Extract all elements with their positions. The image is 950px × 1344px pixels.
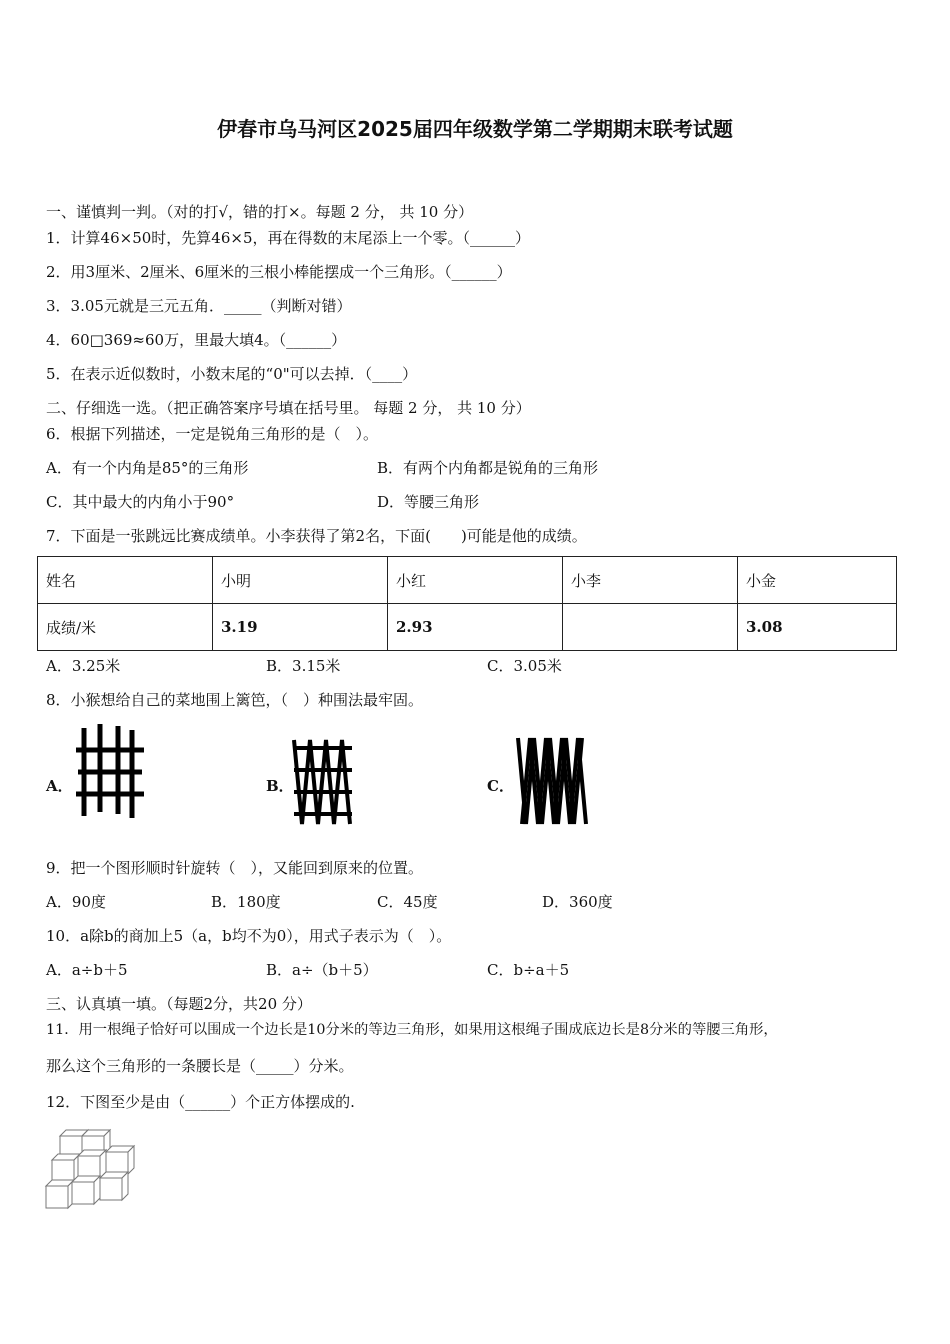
- cube-stack-image: [44, 1120, 144, 1216]
- question-9-stem: 9．把一个图形顺时针旋转（ ），又能回到原来的位置。: [46, 859, 424, 877]
- question-10-option-a: A．a÷b＋5: [46, 961, 128, 979]
- table-cell: 小金: [738, 557, 897, 604]
- table-cell: [563, 604, 738, 651]
- question-11-line2: 那么这个三角形的一条腰长是（_____）分米。: [46, 1057, 354, 1075]
- table-cell: 3.08: [738, 604, 897, 651]
- table-cell: 小明: [213, 557, 388, 604]
- table-cell: 小李: [563, 557, 738, 604]
- question-1: 1．计算46×50时，先算46×5，再在得数的末尾添上一个零。（______）: [46, 229, 530, 247]
- question-9-option-d: D．360度: [542, 893, 613, 911]
- question-7-option-c: C．3.05米: [487, 657, 562, 675]
- question-3: 3．3.05元就是三元五角．_____（判断对错）: [46, 297, 352, 315]
- table-row: [38, 604, 897, 651]
- question-10-option-c: C．b÷a＋5: [487, 961, 570, 979]
- question-7-stem: 7．下面是一张跳远比赛成绩单。小李获得了第2名，下面( )可能是他的成绩。: [46, 527, 587, 545]
- page-title: 伊春市乌马河区2025届四年级数学第二学期期末联考试题: [217, 117, 733, 141]
- question-6-option-d: D．等腰三角形: [377, 493, 480, 511]
- question-2: 2．用3厘米、2厘米、6厘米的三根小棒能摆成一个三角形。（______）: [46, 263, 512, 281]
- question-4: 4．60□369≈60万，里最大填4。（______）: [46, 331, 347, 349]
- question-8-stem: 8．小猴想给自己的菜地围上篱笆，（ ）种围法最牢固。: [46, 691, 424, 709]
- question-6-stem: 6．根据下列描述，一定是锐角三角形的是（ ）。: [46, 425, 379, 443]
- table-cell: 小红: [388, 557, 563, 604]
- question-5: 5．在表示近似数时，小数末尾的“0"可以去掉．（____）: [46, 365, 418, 383]
- section2-heading: 二、仔细选一选。（把正确答案序号填在括号里。 每题 2 分， 共 10 分）: [46, 399, 531, 417]
- question-8-option-c: C．: [487, 777, 514, 795]
- table-cell: 3.19: [213, 604, 388, 651]
- question-12-stem: 12．下图至少是由（______）个正方体摆成的.: [46, 1093, 355, 1111]
- table-cell: 2.93: [388, 604, 563, 651]
- question-6-option-a: A．有一个内角是85°的三角形: [46, 459, 249, 477]
- question-7-option-a: A．3.25米: [46, 657, 121, 675]
- section1-heading: 一、谨慎判一判。（对的打√，错的打×。每题 2 分， 共 10 分）: [46, 203, 474, 221]
- question-8-option-b: B．: [266, 777, 294, 795]
- question-11-line1: 11．用一根绳子恰好可以围成一个边长是10分米的等边三角形，如果用这根绳子围成底边长是8分米的等腰三角形，: [46, 1022, 778, 1038]
- question-7-option-b: B．3.15米: [266, 657, 341, 675]
- question-8-option-a: A．: [46, 777, 73, 795]
- score-table: [37, 556, 897, 651]
- fence-crosshatch-image: [292, 734, 354, 828]
- question-10-stem: 10．a除b的商加上5（a，b均不为0），用式子表示为（ ）。: [46, 927, 452, 945]
- question-6-option-b: B．有两个内角都是锐角的三角形: [377, 459, 599, 477]
- question-10-option-b: B．a÷（b＋5）: [266, 961, 378, 979]
- table-cell: 姓名: [38, 557, 213, 604]
- section3-heading: 三、认真填一填。（每题2分，共20 分）: [46, 995, 312, 1013]
- question-9-option-c: C．45度: [377, 893, 438, 911]
- table-header-row: [38, 557, 897, 604]
- question-9-option-a: A．90度: [46, 893, 106, 911]
- table-cell: 成绩/米: [38, 604, 213, 651]
- question-9-option-b: B．180度: [211, 893, 281, 911]
- fence-zigzag-image: [514, 734, 590, 828]
- fence-grid-image: [74, 722, 146, 818]
- question-6-option-c: C．其中最大的内角小于90°: [46, 493, 235, 511]
